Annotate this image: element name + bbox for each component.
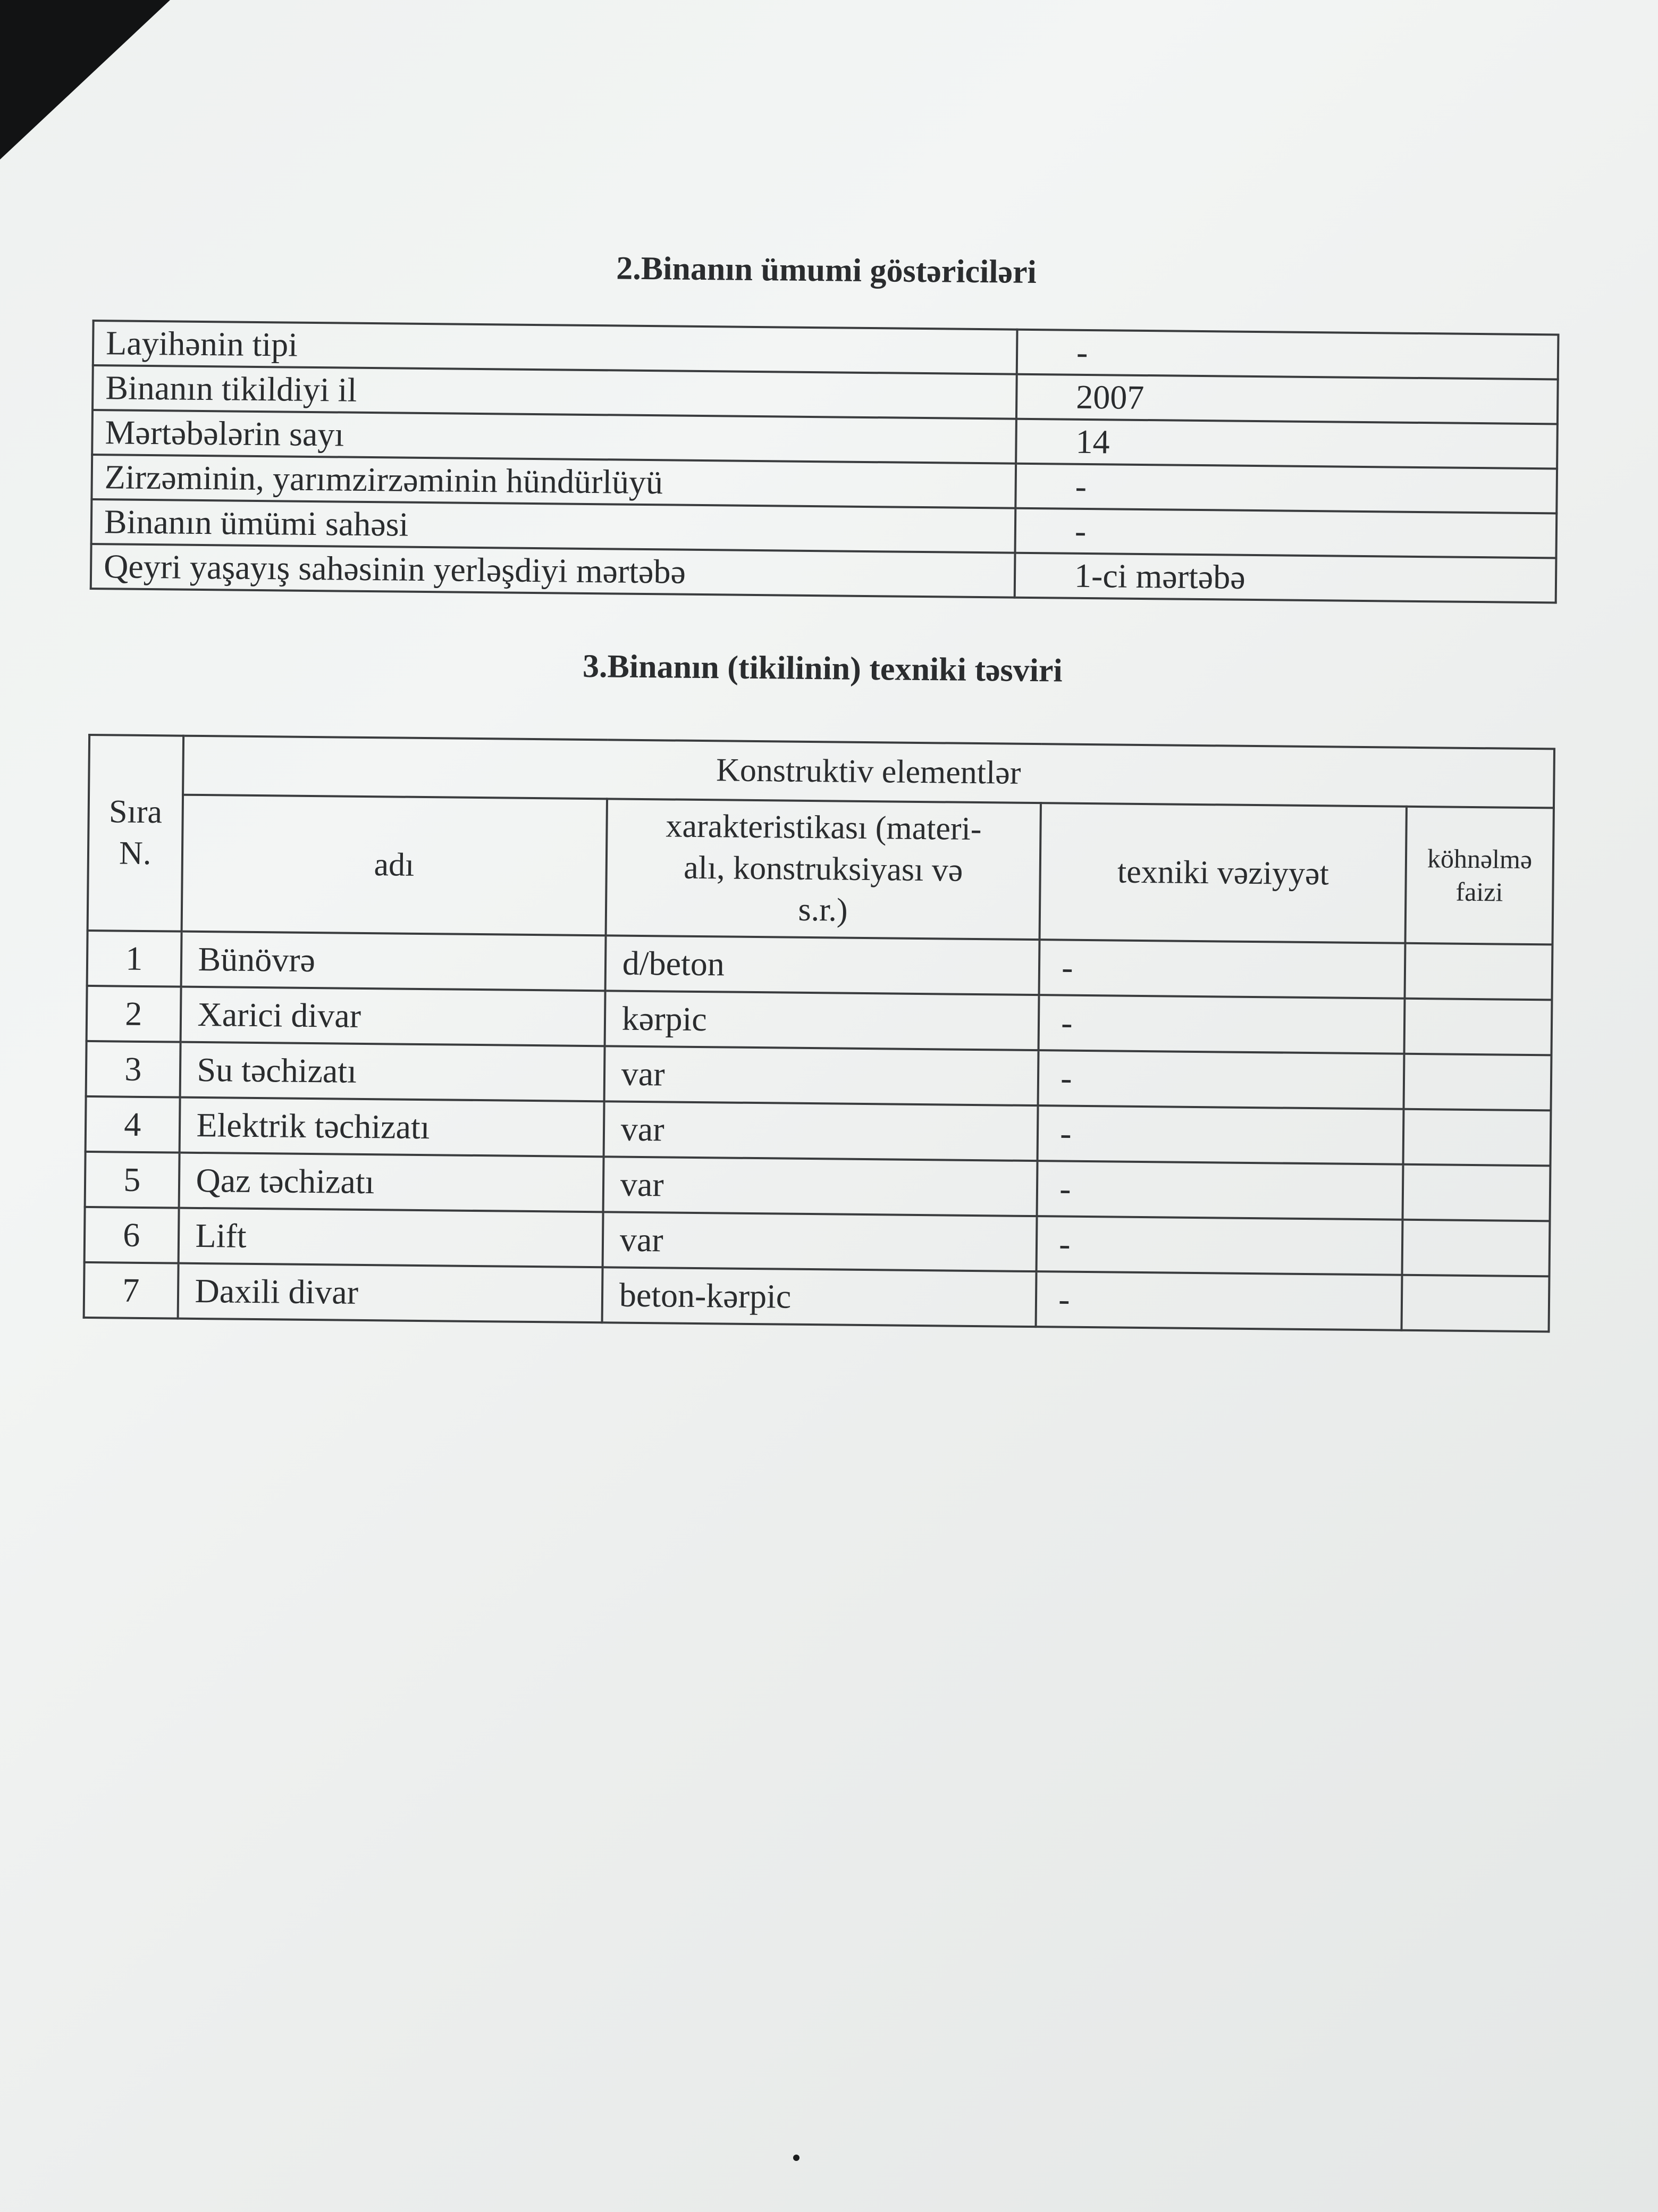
row-number: 2: [87, 985, 181, 1042]
element-wear: [1405, 943, 1553, 1000]
section-2-title: 2.Binanın ümumi göstəriciləri: [616, 250, 1037, 291]
element-material: beton-kərpic: [602, 1267, 1036, 1327]
row-label: Qeyri yaşayış sahəsinin yerləşdiyi mərtəbə: [91, 544, 1015, 598]
header-row: [88, 794, 1554, 944]
row-number: 6: [85, 1206, 179, 1263]
row-label: Zirzəminin, yarımzirzəminin hündürlüyü: [91, 455, 1016, 508]
technical-description-table: [83, 734, 1555, 1333]
row-value: 2007: [1016, 374, 1558, 424]
row-label: Binanın tikildiyi il: [92, 365, 1017, 419]
corner-shadow: [0, 0, 170, 160]
element-wear: [1402, 1275, 1550, 1331]
wear-header-line: köhnəlmə: [1427, 843, 1533, 874]
characteristics-header-line: s.r.): [798, 891, 848, 928]
wear-percent-header: [1405, 807, 1554, 944]
element-wear: [1402, 1219, 1550, 1276]
row-number: 3: [86, 1041, 180, 1097]
row-label: Layihənin tipi: [93, 321, 1017, 374]
row-value: 14: [1016, 419, 1558, 469]
row-value: 1-ci mərtəbə: [1015, 553, 1556, 603]
sira-header-line: Sıra: [108, 793, 163, 831]
characteristics-header-line: xarakteristikası (materi-: [666, 808, 982, 848]
section-3-title: 3.Binanın (tikilinin) texniki təsviri: [582, 648, 1063, 689]
element-state: -: [1038, 1050, 1404, 1109]
element-state: -: [1036, 1271, 1402, 1330]
element-name: Bünövrə: [181, 931, 605, 991]
element-wear: [1403, 1164, 1551, 1221]
technical-state-header: texniki vəziyyət: [1040, 803, 1407, 943]
element-name: Lift: [178, 1208, 603, 1267]
element-wear: [1404, 1053, 1552, 1110]
element-state: -: [1039, 995, 1405, 1054]
wear-header-line: faizi: [1455, 876, 1503, 907]
element-state: -: [1039, 940, 1405, 999]
element-material: var: [604, 1046, 1038, 1105]
characteristics-header: [605, 799, 1041, 939]
element-material: d/beton: [605, 935, 1039, 995]
row-number: 1: [87, 930, 181, 986]
element-name: Daxili divar: [178, 1263, 602, 1322]
row-number: 4: [86, 1096, 180, 1152]
element-name: Xarici divar: [180, 986, 605, 1046]
element-wear: [1403, 1109, 1551, 1166]
group-header: Konstruktiv elementlər: [183, 736, 1554, 808]
sira-header-line: N.: [119, 835, 152, 872]
row-number: 5: [85, 1151, 179, 1208]
sira-header: [88, 735, 183, 931]
element-name: Su təchizatı: [180, 1042, 604, 1101]
element-material: var: [603, 1157, 1037, 1216]
element-wear: [1404, 998, 1552, 1055]
row-label: Mərtəbələrin sayı: [92, 410, 1016, 464]
element-material: kərpic: [604, 991, 1039, 1050]
element-material: var: [602, 1212, 1037, 1271]
name-header: adı: [181, 795, 607, 935]
characteristics-header-line: alı, konstruksiyası və: [683, 849, 963, 889]
element-state: -: [1037, 1161, 1403, 1220]
element-state: -: [1038, 1105, 1404, 1164]
document-body: [83, 245, 1560, 1333]
row-value: -: [1015, 508, 1557, 558]
element-state: -: [1037, 1216, 1403, 1275]
row-value: -: [1017, 330, 1559, 380]
general-indicators-table: [90, 320, 1560, 604]
stray-dot: [793, 2155, 799, 2161]
element-material: var: [603, 1101, 1038, 1161]
row-number: 7: [84, 1262, 178, 1318]
element-name: Elektrik təchizatı: [179, 1097, 604, 1157]
row-label: Binanın ümümi sahəsi: [91, 499, 1016, 553]
row-value: -: [1015, 464, 1557, 514]
element-name: Qaz təchizatı: [179, 1152, 603, 1212]
